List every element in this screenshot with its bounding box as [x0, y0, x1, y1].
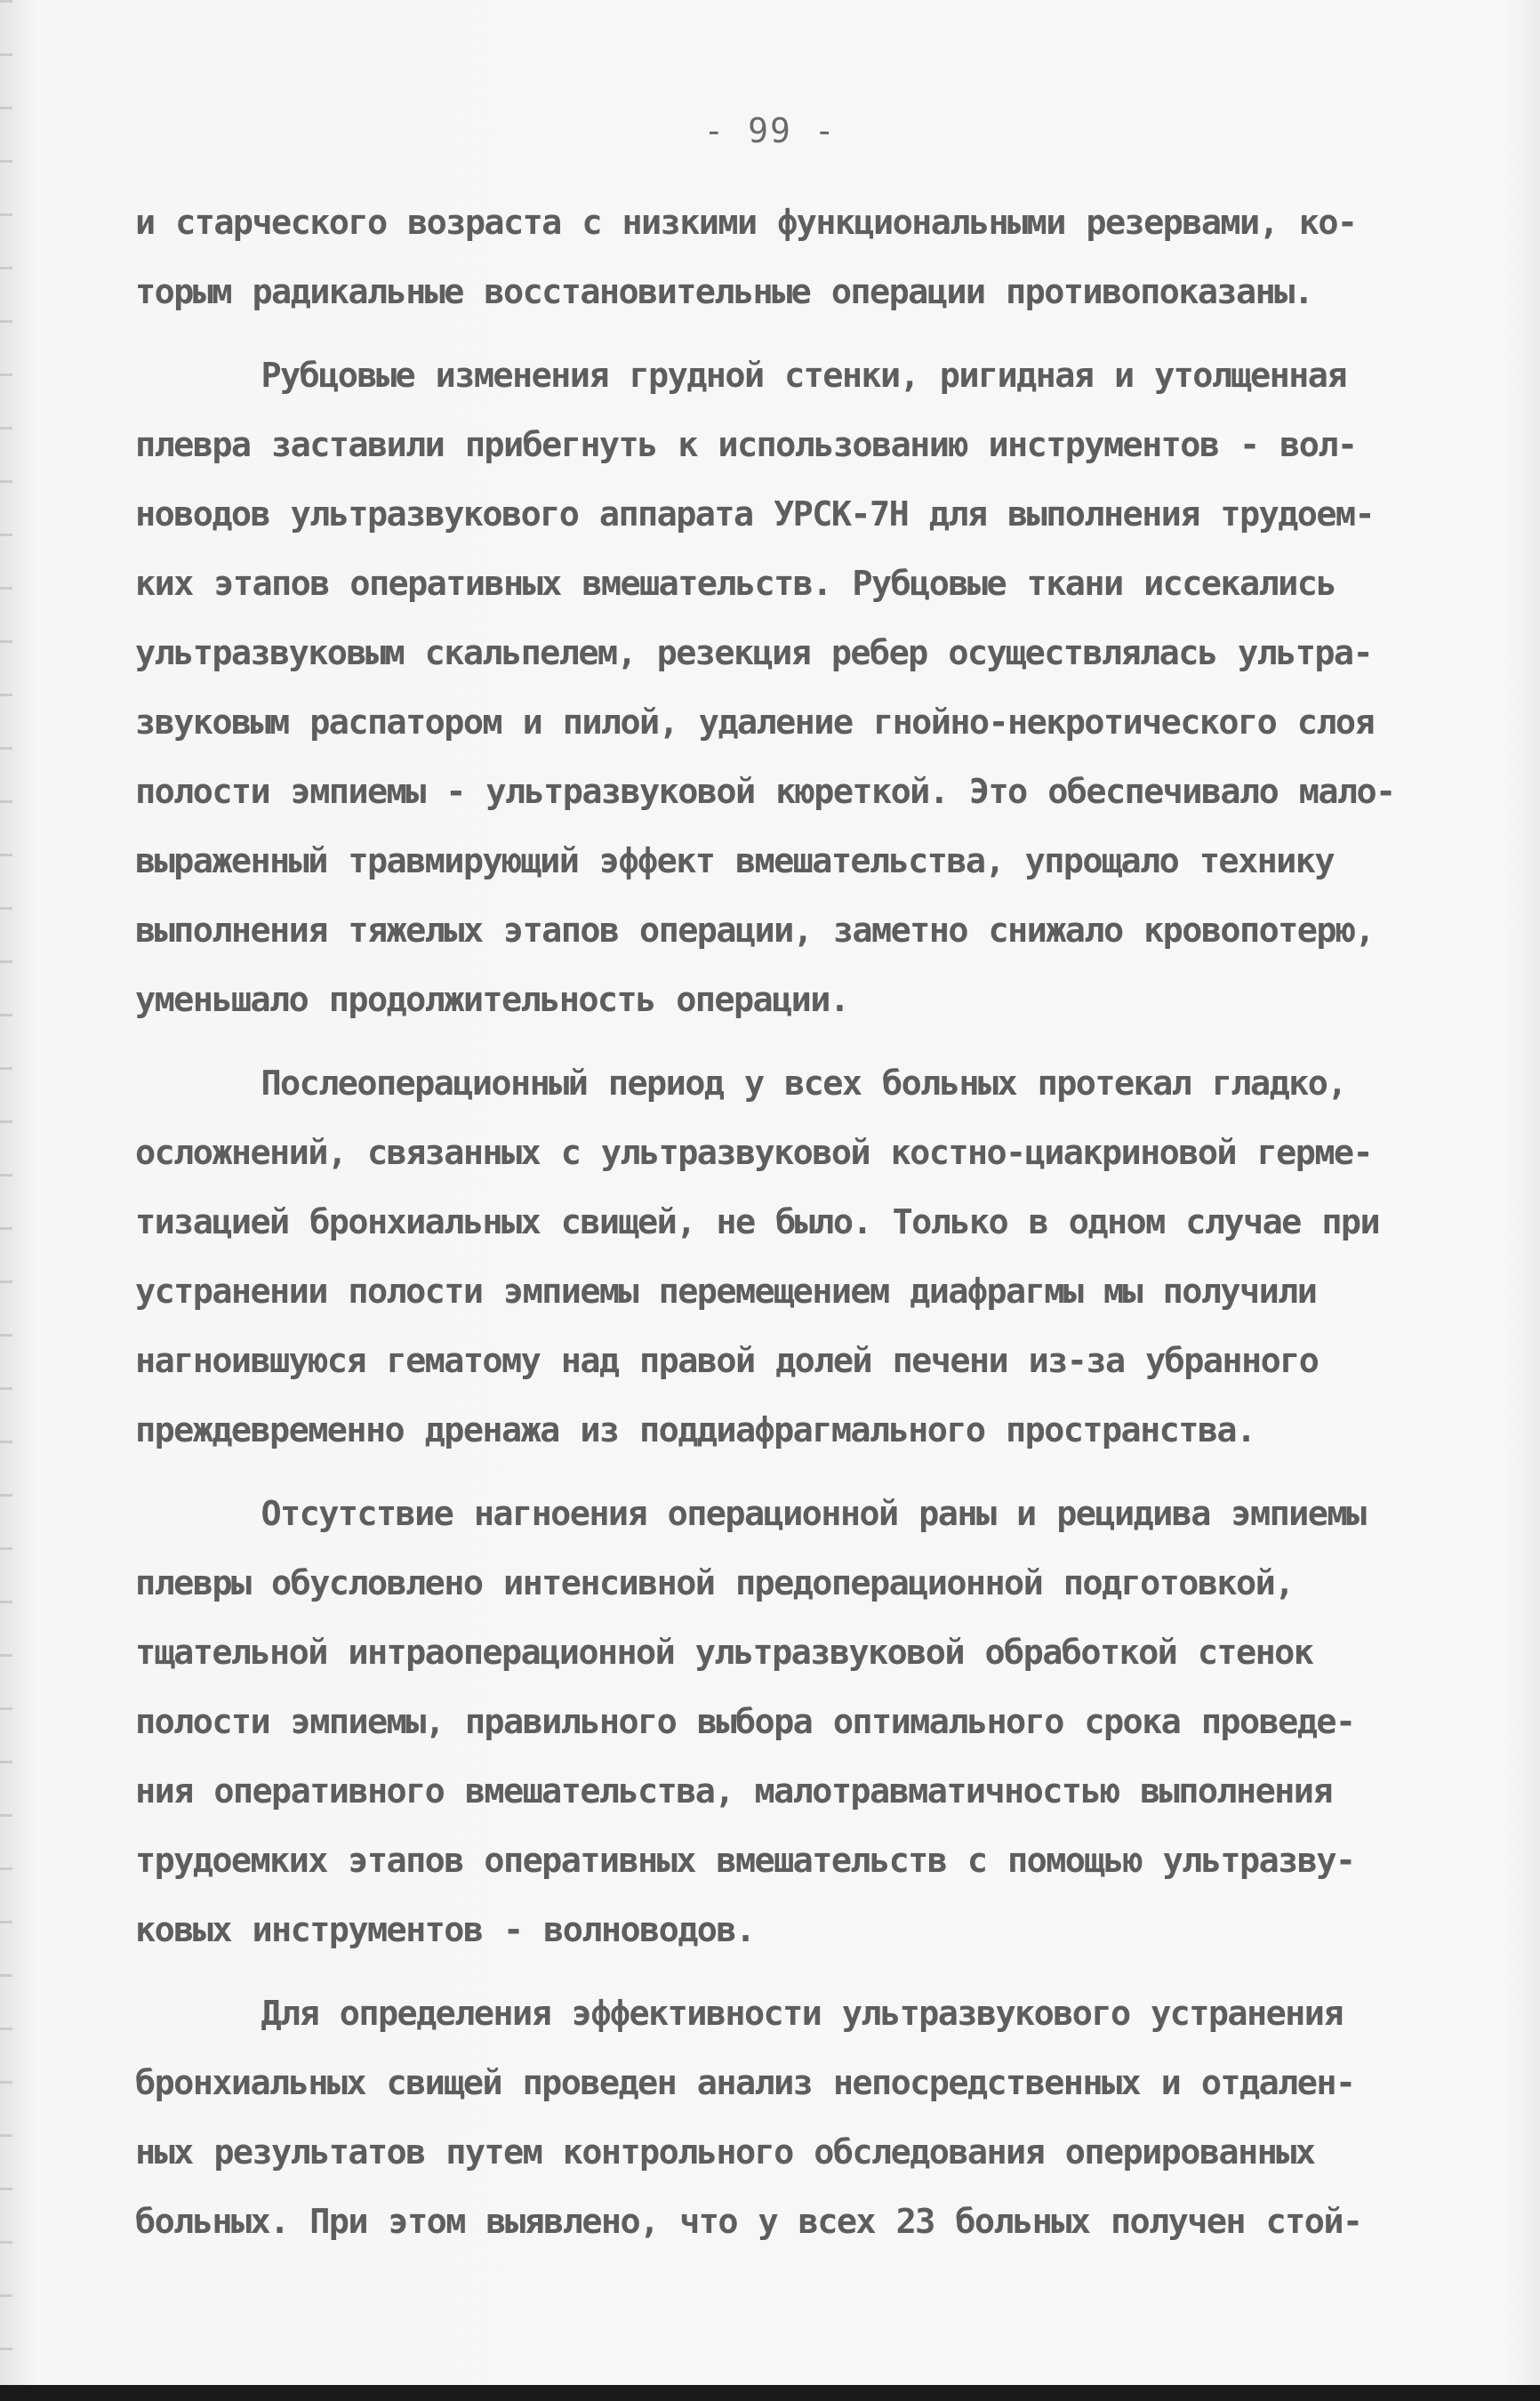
text-line: Рубцовые изменения грудной стенки, ригидная и утолщенная — [135, 356, 1346, 396]
text-line: Отсутствие нагноения операционной раны и рецидива эмпиемы — [135, 1494, 1366, 1534]
paragraph — [135, 189, 1487, 327]
paragraph — [135, 1480, 1487, 1965]
text-line: ния оперативного вмешательства, малотравматичностью выполнения — [135, 1771, 1332, 1811]
paragraph — [135, 1979, 1487, 2257]
text-line: преждевременно дренажа из поддиафрагмального пространства. — [135, 1410, 1255, 1450]
text-line: новодов ультразвукового аппарата УРСК-7Н для выполнения трудоем- — [135, 494, 1375, 534]
text-line: полости эмпиемы - ультразвуковой кюреткой. Это обеспечивало мало- — [135, 772, 1395, 812]
text-line: и старческого возраста с низкими функциональными резервами, ко- — [135, 203, 1357, 243]
text-line: Послеоперационный период у всех больных протекал гладко, — [135, 1064, 1346, 1104]
text-line: плевра заставили прибегнуть к использованию инструментов - вол- — [135, 425, 1357, 465]
text-line: уменьшало продолжительность операции. — [135, 980, 849, 1020]
body-text — [135, 189, 1487, 2257]
text-line: бронхиальных свищей проведен анализ непосредственных и отдален- — [135, 2063, 1355, 2103]
text-line: трудоемких этапов оперативных вмешательств с помощью ультразву- — [135, 1841, 1355, 1881]
text-line: плевры обусловлено интенсивной предоперационной подготовкой, — [135, 1563, 1294, 1603]
text-line: полости эмпиемы, правильного выбора оптимального срока проведе- — [135, 1702, 1355, 1742]
paragraph — [135, 1049, 1487, 1465]
text-line: нагноившуюся гематому над правой долей печени из-за убранного — [135, 1341, 1319, 1381]
page-number: - 99 - — [703, 111, 837, 150]
text-line: выполнения тяжелых этапов операции, заметно снижало кровопотерю, — [135, 911, 1375, 951]
text-line: больных. При этом выявлено, что у всех 23 больных получен стой- — [135, 2202, 1362, 2242]
text-line: осложнений, связанных с ультразвуковой костно-циакриновой герме- — [135, 1133, 1373, 1173]
paragraph — [135, 341, 1487, 1035]
scan-bottom-edge — [0, 2385, 1540, 2401]
text-line: звуковым распатором и пилой, удаление гнойно-некротического слоя — [135, 703, 1375, 743]
text-line: тщательной интраоперационной ультразвуковой обработкой стенок — [135, 1633, 1313, 1673]
text-line: ультразвуковым скальпелем, резекция ребер осуществлялась ультра- — [135, 633, 1373, 673]
text-line: ных результатов путем контрольного обследования оперированных — [135, 2132, 1315, 2172]
text-line: ковых инструментов - волноводов. — [135, 1910, 755, 1950]
text-line: ких этапов оперативных вмешательств. Рубцовые ткани иссекались — [135, 564, 1335, 604]
text-line: устранении полости эмпиемы перемещением диафрагмы мы получили — [135, 1272, 1317, 1312]
text-line: выраженный травмирующий эффект вмешательства, упрощало технику — [135, 841, 1334, 881]
text-line: Для определения эффективности ультразвукового устранения — [135, 1994, 1343, 2034]
text-line: торым радикальные восстановительные операции противопоказаны. — [135, 272, 1313, 312]
scan-edge — [0, 0, 12, 2383]
text-line: тизацией бронхиальных свищей, не было. Только в одном случае при — [135, 1202, 1380, 1242]
